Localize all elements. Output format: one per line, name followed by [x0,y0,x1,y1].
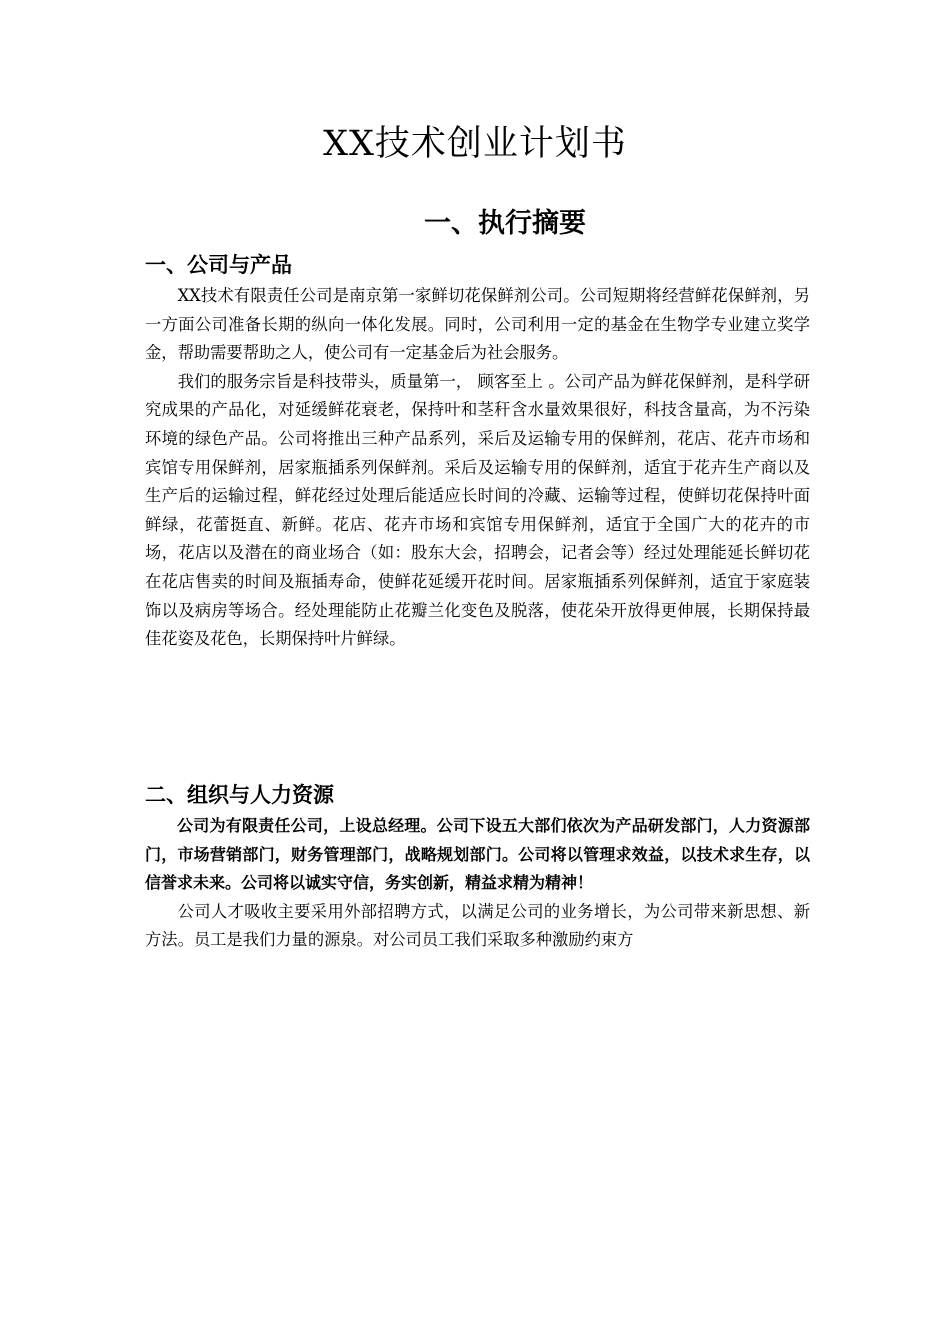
section-heading: 二、组织与人力资源 [145,783,334,807]
paragraph: 我们的服务宗旨是科技带头，质量第一， 顾客至上 。公司产品为鲜花保鲜剂，是科学研究成果的产品化，对延缓鲜花衰老，保持叶和茎秆含水量效果很好，科技含量高，为不污染环境的绿色产品。公司将推出三种产品系列，采后及运输专用的保鲜剂，花店、花卉市场和宾馆专用保鲜剂，居家瓶插系列保鲜剂。采后及运输专用的保鲜剂，适宜于花卉生产商以及生产后的运输过程，鲜花经过处理后能适应长时间的冷藏、运输等过程，使鲜切花保持叶面鲜绿，花蕾挺直、新鲜。花店、花卉市场和宾馆专用保鲜剂，适宜于全国广大的花卉的市场，花店以及潜在的商业场合（如：股东大会，招聘会，记者会等）经过处理能延长鲜切花在花店售卖的时间及瓶插寿命，使鲜花延缓开花时间。居家瓶插系列保鲜剂，适宜于家庭装饰以及病房等场合。经处理能防止花瓣兰化变色及脱落，使花朵开放得更伸展，长期保持最佳花姿及花色，长期保持叶片鲜绿。 [145,371,810,649]
chapter-title: 一、执行摘要 [424,208,586,239]
document-title: XX技术创业计划书 [323,124,627,164]
paragraph: XX技术有限责任公司是南京第一家鲜切花保鲜剂公司。公司短期将经营鲜花保鲜剂，另一方面公司准备长期的纵向一体化发展。同时，公司利用一定的基金在生物学专业建立奖学金，帮助需要帮助之人，使公司有一定基金后为社会服务。 [145,286,810,363]
section-company-and-product [145,250,810,654]
section-heading: 一、公司与产品 [145,253,292,277]
paragraph: 公司人才吸收主要采用外部招聘方式，以满足公司的业务增长，为公司带来新思想、新方法。员工是我们力量的源泉。对公司员工我们采取多种激励约束方 [145,901,810,950]
paragraph-bold: 公司为有限责任公司，上设总经理。公司下设五大部们依次为产品研发部门，人力资源部门，市场营销部门，财务管理部门，战略规划部门。公司将以管理求效益，以技术求生存，以信誉求未来。公司将以诚实守信，务实创新，精益求精为精神！ [145,816,810,893]
section-organization-and-hr [145,780,810,955]
